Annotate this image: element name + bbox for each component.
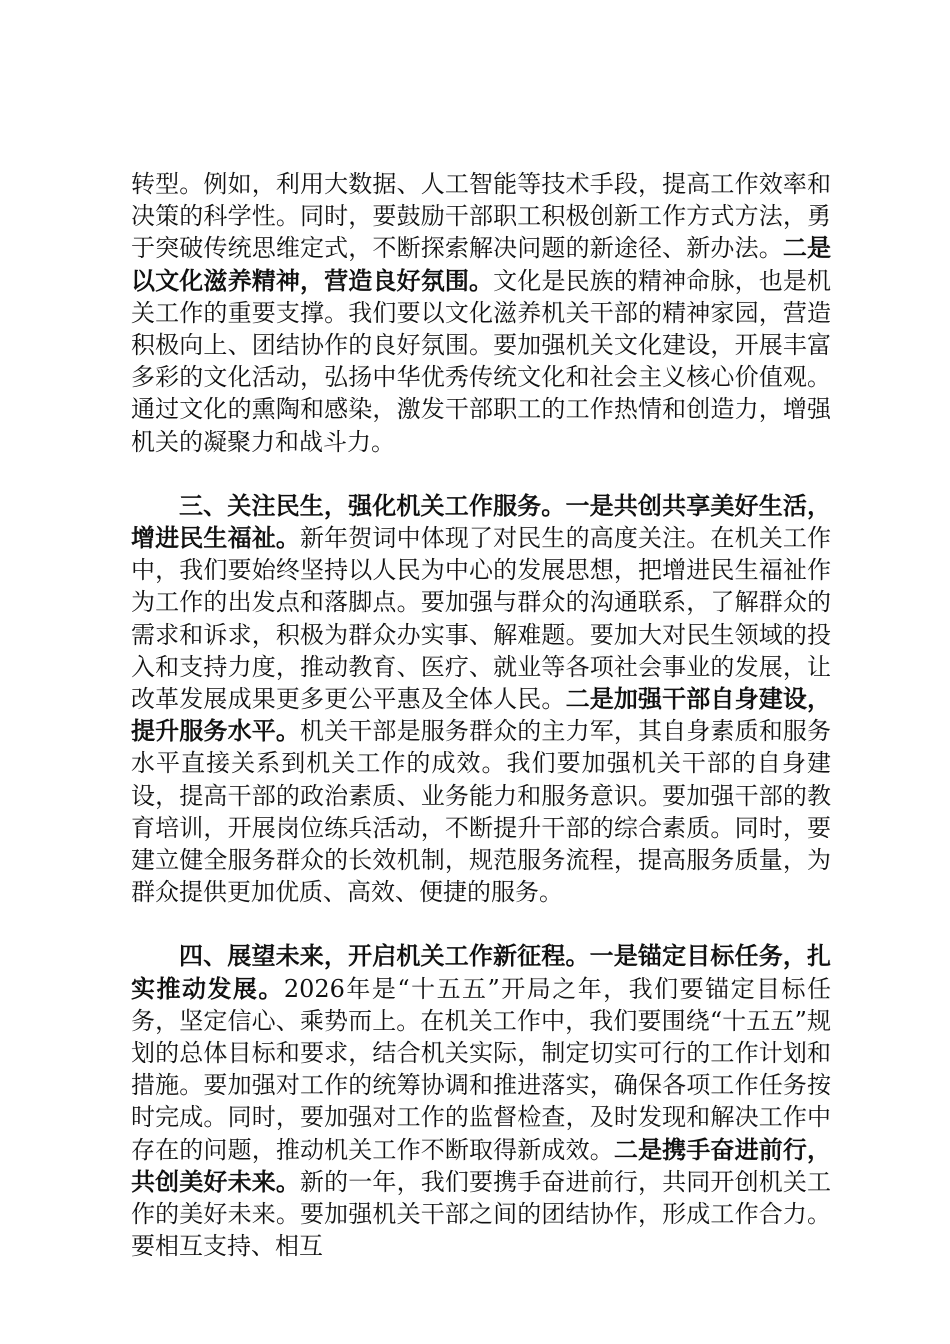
paragraph-3-text-continued: 新的一年，我们要携手奋进前行，共同开创机关工作的美好未来。要加强机关干部之间的团结协作，形成工作合力。要相互支持、相互: [131, 1167, 831, 1261]
paragraph-1: [131, 168, 831, 458]
document-body: [131, 168, 831, 1263]
paragraph-1-heading-culture: 二是以文化滋养精神，营造良好氛围。: [131, 233, 832, 295]
paragraph-2-text-continued: 机关干部是服务群众的主力军，其自身素质和服务水平直接关系到机关工作的成效。我们要加强机关干部的自身建设，提高干部的政治素质、业务能力和服务意识。要加强干部的教育培训，开展岗位练兵活动，不断提升干部的综合素质。同时，要建立健全服务群众的长效机制，规范服务流程，提高服务质量，为群众提供更加优质、高效、便捷的服务。: [131, 717, 831, 907]
paragraph-3: [131, 940, 831, 1262]
paragraph-3-heading-future: 二是携手奋进前行，共创美好未来。: [131, 1134, 832, 1196]
paragraph-2-heading-cadre: 二是加强干部自身建设，提升服务水平。: [131, 684, 832, 746]
paragraph-2-text: 新年贺词中体现了对民生的高度关注。在机关工作中，我们要始终坚持以人民为中心的发展思想，把增进民生福祉作为工作的出发点和落脚点。要加强与群众的沟通联系，了解群众的需求和诉求，积极为群众办实事、解难题。要加大对民生领域的投入和支持力度，推动教育、医疗、就业等各项社会事业的发展，让改革发展成果更多更公平惠及全体人民。: [131, 524, 831, 714]
section-4-heading: 四、展望未来，开启机关工作新征程。一是锚定目标任务，扎实推动发展。: [131, 941, 831, 1003]
section-3-heading: 三、关注民生，强化机关工作服务。一是共创共享美好生活，增进民生福祉。: [131, 490, 831, 553]
paragraph-3-text: 2026年是“十五五”开局之年，我们要锚定目标任务，坚定信心、乘势而上。在机关工作中，我们要围绕“十五五”规划的总体目标和要求，结合机关实际，制定切实可行的工作计划和措施。要加强对工作的统筹协调和推进落实，确保各项工作任务按时完成。同时，要加强对工作的监督检查，及时发现和解决工作中存在的问题，推动机关工作不断取得新成效。: [131, 974, 831, 1164]
paragraph-1-text: 转型。例如，利用大数据、人工智能等技术手段，提高工作效率和决策的科学性。同时，要鼓励干部职工积极创新工作方式方法，勇于突破传统思维定式，不断探索解决问题的新途径、新办法。: [131, 170, 831, 263]
paragraph-1-text-continued: 文化是民族的精神命脉，也是机关工作的重要支撑。我们要以文化滋养机关干部的精神家园，营造积极向上、团结协作的良好氛围。要加强机关文化建设，开展丰富多彩的文化活动，弘扬中华优秀传统文化和社会主义核心价值观。通过文化的熏陶和感染，激发干部职工的工作热情和创造力，增强机关的凝聚力和战斗力。: [131, 266, 832, 456]
paragraph-2: [131, 490, 831, 909]
